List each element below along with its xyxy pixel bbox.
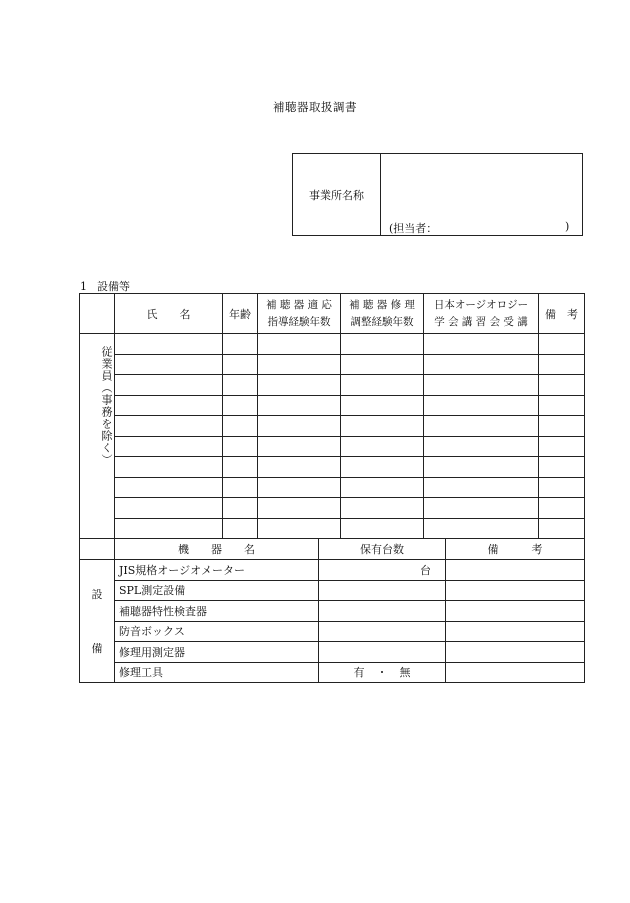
staff-fitting-years-cell bbox=[258, 375, 341, 396]
staff-header-row bbox=[80, 294, 585, 334]
staff-remarks-cell bbox=[539, 416, 585, 437]
staff-remarks-cell bbox=[539, 477, 585, 498]
staff-row bbox=[80, 416, 585, 437]
equipment-quantity bbox=[319, 580, 446, 601]
staff-age-cell bbox=[223, 334, 258, 355]
staff-fitting-years-cell bbox=[258, 334, 341, 355]
equipment-section-char-2: 備 bbox=[91, 642, 103, 655]
header-equipment-name: 機 器 名 bbox=[115, 539, 319, 560]
contact-person-label: (担当者： bbox=[389, 222, 438, 235]
staff-age-cell bbox=[223, 457, 258, 478]
staff-fitting-years-cell bbox=[258, 416, 341, 437]
staff-remarks-cell bbox=[539, 334, 585, 355]
staff-course-cell bbox=[424, 334, 539, 355]
header-quantity: 保有台数 bbox=[319, 539, 446, 560]
header-course-line2: 学 会 講 習 会 受 講 bbox=[434, 315, 528, 328]
equipment-remarks bbox=[446, 601, 585, 622]
staff-name-cell bbox=[115, 457, 223, 478]
staff-course-cell bbox=[424, 416, 539, 437]
staff-course-cell bbox=[424, 477, 539, 498]
equipment-quantity bbox=[319, 642, 446, 663]
staff-name-cell bbox=[115, 334, 223, 355]
staff-course-cell bbox=[424, 375, 539, 396]
staff-name-cell bbox=[115, 375, 223, 396]
staff-name-cell bbox=[115, 416, 223, 437]
header-blank-cell bbox=[80, 294, 115, 334]
header-age: 年齢 bbox=[223, 294, 258, 334]
header-course-line1: 日本オージオロジー bbox=[433, 298, 529, 311]
staff-fitting-years-cell bbox=[258, 477, 341, 498]
equipment-name: 補聴器特性検査器 bbox=[115, 601, 319, 622]
staff-age-cell bbox=[223, 375, 258, 396]
equipment-row bbox=[80, 642, 585, 663]
staff-fitting-years-cell bbox=[258, 436, 341, 457]
availability-yes: 有 bbox=[353, 666, 365, 680]
header-repair-years-line2: 調整経験年数 bbox=[350, 315, 414, 328]
staff-repair-years-cell bbox=[341, 436, 424, 457]
office-name-label: 事業所名称 bbox=[293, 154, 381, 235]
equipment-remarks bbox=[446, 642, 585, 663]
header-repair-years-line1: 補 聴 器 修 理 bbox=[349, 298, 415, 311]
header-repair-years bbox=[341, 294, 424, 334]
staff-course-cell bbox=[424, 518, 539, 539]
equipment-section-char-1: 設 bbox=[91, 588, 103, 601]
equipment-remarks bbox=[446, 662, 585, 683]
contact-person-line bbox=[389, 220, 570, 236]
equipment-row bbox=[80, 601, 585, 622]
staff-name-cell bbox=[115, 498, 223, 519]
contact-person-close: ) bbox=[565, 220, 570, 233]
header-remarks: 備 考 bbox=[539, 294, 585, 334]
staff-fitting-years-cell bbox=[258, 457, 341, 478]
staff-remarks-cell bbox=[539, 518, 585, 539]
staff-row bbox=[80, 354, 585, 375]
office-name-box bbox=[292, 153, 583, 236]
staff-repair-years-cell bbox=[341, 457, 424, 478]
document-title: 補聴器取扱調書 bbox=[273, 100, 357, 114]
staff-age-cell bbox=[223, 498, 258, 519]
equipment-header-blank bbox=[80, 539, 115, 560]
staff-repair-years-cell bbox=[341, 354, 424, 375]
section-number: 1 bbox=[80, 280, 87, 293]
equipment-table bbox=[79, 538, 585, 683]
staff-repair-years-cell bbox=[341, 477, 424, 498]
staff-row bbox=[80, 334, 585, 355]
staff-remarks-cell bbox=[539, 354, 585, 375]
staff-name-cell bbox=[115, 477, 223, 498]
staff-row bbox=[80, 395, 585, 416]
staff-row bbox=[80, 477, 585, 498]
staff-fitting-years-cell bbox=[258, 354, 341, 375]
staff-name-cell bbox=[115, 354, 223, 375]
staff-remarks-cell bbox=[539, 498, 585, 519]
equipment-row bbox=[80, 560, 585, 581]
staff-repair-years-cell bbox=[341, 375, 424, 396]
staff-remarks-cell bbox=[539, 457, 585, 478]
section-label: 設備等 bbox=[97, 280, 130, 293]
header-equipment-remarks: 備 考 bbox=[446, 539, 585, 560]
equipment-remarks bbox=[446, 560, 585, 581]
staff-remarks-cell bbox=[539, 436, 585, 457]
equipment-name: SPL測定設備 bbox=[115, 580, 319, 601]
staff-repair-years-cell bbox=[341, 498, 424, 519]
staff-row bbox=[80, 436, 585, 457]
staff-age-cell bbox=[223, 436, 258, 457]
equipment-row bbox=[80, 580, 585, 601]
staff-age-cell bbox=[223, 395, 258, 416]
equipment-section-label bbox=[80, 560, 115, 683]
staff-repair-years-cell bbox=[341, 334, 424, 355]
header-fitting-years-line2: 指導経験年数 bbox=[267, 315, 331, 328]
equipment-header-row bbox=[80, 539, 585, 560]
staff-course-cell bbox=[424, 354, 539, 375]
staff-repair-years-cell bbox=[341, 395, 424, 416]
header-course bbox=[424, 294, 539, 334]
staff-row bbox=[80, 457, 585, 478]
staff-name-cell bbox=[115, 395, 223, 416]
availability-choice bbox=[319, 662, 446, 683]
availability-separator: ・ bbox=[376, 666, 388, 680]
staff-fitting-years-cell bbox=[258, 498, 341, 519]
staff-row bbox=[80, 498, 585, 519]
staff-side-label: 従業員（事務を除く） bbox=[80, 334, 115, 539]
equipment-row bbox=[80, 662, 585, 683]
equipment-remarks bbox=[446, 621, 585, 642]
header-fitting-years-line1: 補 聴 器 適 応 bbox=[266, 298, 332, 311]
staff-age-cell bbox=[223, 518, 258, 539]
staff-remarks-cell bbox=[539, 395, 585, 416]
header-fitting-years bbox=[258, 294, 341, 334]
staff-age-cell bbox=[223, 354, 258, 375]
staff-table bbox=[79, 293, 585, 539]
header-name: 氏 名 bbox=[115, 294, 223, 334]
staff-fitting-years-cell bbox=[258, 518, 341, 539]
equipment-quantity: 台 bbox=[319, 560, 446, 581]
equipment-name: 修理工具 bbox=[115, 662, 319, 683]
staff-row bbox=[80, 518, 585, 539]
staff-repair-years-cell bbox=[341, 518, 424, 539]
equipment-name: JIS規格オージオメーター bbox=[115, 560, 319, 581]
section-heading bbox=[80, 278, 130, 294]
staff-course-cell bbox=[424, 395, 539, 416]
staff-course-cell bbox=[424, 457, 539, 478]
staff-repair-years-cell bbox=[341, 416, 424, 437]
availability-no: 無 bbox=[399, 666, 411, 680]
staff-name-cell bbox=[115, 518, 223, 539]
staff-course-cell bbox=[424, 498, 539, 519]
equipment-quantity bbox=[319, 621, 446, 642]
staff-course-cell bbox=[424, 436, 539, 457]
equipment-remarks bbox=[446, 580, 585, 601]
equipment-name: 防音ボックス bbox=[115, 621, 319, 642]
staff-remarks-cell bbox=[539, 375, 585, 396]
equipment-name: 修理用測定器 bbox=[115, 642, 319, 663]
staff-row bbox=[80, 375, 585, 396]
staff-age-cell bbox=[223, 416, 258, 437]
staff-fitting-years-cell bbox=[258, 395, 341, 416]
equipment-quantity bbox=[319, 601, 446, 622]
equipment-row bbox=[80, 621, 585, 642]
staff-age-cell bbox=[223, 477, 258, 498]
staff-name-cell bbox=[115, 436, 223, 457]
